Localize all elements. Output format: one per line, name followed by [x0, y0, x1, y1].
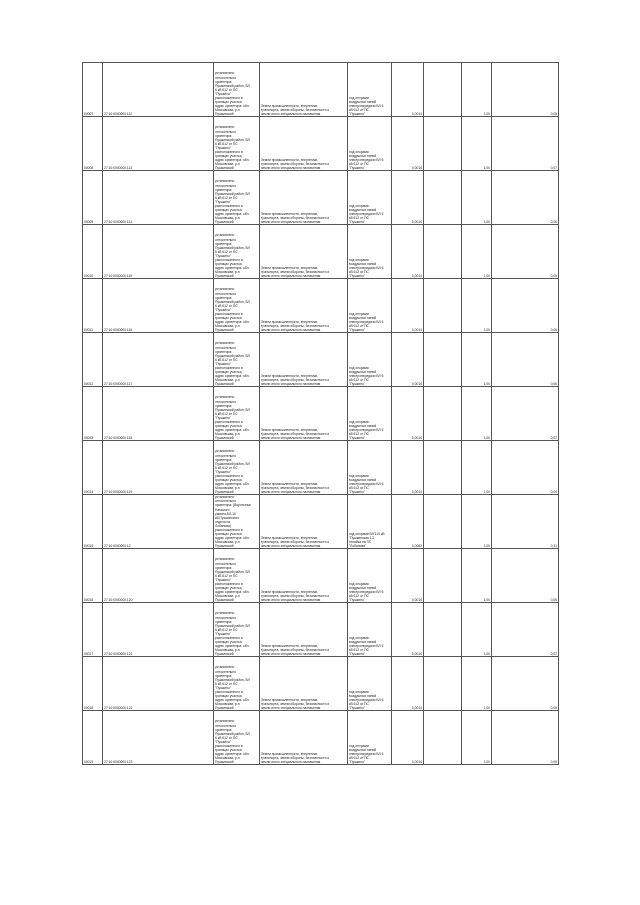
coefficient-cell [462, 279, 492, 333]
cadastral-number-text: 27:10:0000000:112 [104, 111, 133, 116]
cadastral-number-cell [103, 333, 214, 387]
record-number-text: 00013 [84, 435, 94, 440]
land-category-text: Земли промышленности, энергетики, транспорта, земли обороны, безопасности и земли иного специального назначения [261, 265, 330, 278]
document-page [82, 62, 558, 765]
land-category-text: Земли промышленности, энергетики, транспорта, земли обороны, безопасности и земли иного специального назначения [261, 211, 330, 224]
record-number-cell [83, 333, 103, 387]
area-cell [392, 657, 424, 711]
cadastral-number-text: 27:10:0000000:120 [104, 597, 133, 602]
table-row [83, 63, 559, 117]
empty-cell [424, 441, 462, 495]
total-cell [492, 117, 559, 171]
location-text: установлено относительно ориентира: Пушкинский район, ВЛ 6 кВ 612 от ПС "Пушкино" расположенного в границах участка адрес ориентира: обл. Московская, р-н Пушкинский [215, 611, 250, 656]
location-text: установлено относительно ориентира: Пушкинский район, ВЛ 6 кВ 612 от ПС "Пушкино" расположенного в границах участка адрес ориентира: обл. Московская, р-н Пушкинский [215, 665, 250, 710]
permitted-use-text: под опорами ВЛ 110 кВ "Пушкинская 1,2 отпайка на ПС "Лобанова" [349, 531, 385, 548]
permitted-use-text: под опорами воздушных линий электропередачи ВЛ 6 кВ 612 от ПС "Пушкино" [349, 581, 384, 602]
empty-cell [424, 387, 462, 441]
permitted-use-cell [348, 711, 392, 765]
area-cell [392, 63, 424, 117]
location-text: установлено относительно ориентира: Пушкинский район, ВЛ 6 кВ 612 от ПС "Пушкино" расположенного в границах участка адрес ориентира: обл. Московская, р-н Пушкинский [215, 125, 250, 170]
empty-cell [424, 333, 462, 387]
land-category-text: Земли промышленности, энергетики, транспорта, земли обороны, безопасности и земли иного специального назначения [261, 643, 330, 656]
coefficient-text: 1,00 [483, 219, 490, 224]
location-text: установлено относительно ориентира: Пушкинский район, ВЛ 6 кВ 612 от ПС "Пушкино" расположенного в границах участка адрес ориентира: обл. Московская, р-н Пушкинский [215, 557, 250, 602]
total-text: 0,05 [550, 759, 557, 764]
location-text: установлено относительно ориентира: Пушкинский район, ВЛ 6 кВ 612 от ПС "Пушкино" расположенного в границах участка адрес ориентира: обл. Московская, р-н Пушкинский [215, 179, 250, 224]
cadastral-number-text: 27:10:0000000:116 [104, 327, 133, 332]
land-category-text: Земли промышленности, энергетики, транспорта, земли обороны, безопасности и земли иного специального назначения [261, 481, 330, 494]
land-category-text: Земли промышленности, энергетики, транспорта, земли обороны, безопасности и земли иного специального назначения [261, 319, 330, 332]
coefficient-text: 1,00 [483, 651, 490, 656]
empty-cell [424, 549, 462, 603]
table-row [83, 603, 559, 657]
total-text: 0,07 [550, 165, 557, 170]
total-text: 0,06 [550, 381, 557, 386]
area-text: 0,0014 [411, 759, 422, 764]
location-text: установлено относительно ориентира: Пушкинский район, ВЛ 6 кВ 612 от ПС "Пушкино" расположенного в границах участка адрес ориентира: обл. Московская, р-н Пушкинский [215, 719, 250, 764]
table-row [83, 495, 559, 549]
area-cell [392, 333, 424, 387]
location-cell [214, 117, 260, 171]
location-cell [214, 225, 260, 279]
area-cell [392, 711, 424, 765]
table-row [83, 657, 559, 711]
total-cell [492, 711, 559, 765]
total-cell [492, 603, 559, 657]
record-number-text: 00014 [84, 489, 94, 494]
total-text: 0,31 [550, 543, 557, 548]
land-category-cell [260, 171, 348, 225]
land-category-text: Земли промышленности, энергетики, транспорта, земли обороны, безопасности и земли иного специального назначения [261, 103, 330, 116]
coefficient-cell [462, 657, 492, 711]
cadastral-number-text: 27:10:0000000:123 [104, 759, 133, 764]
coefficient-cell [462, 711, 492, 765]
total-text: 0,07 [550, 651, 557, 656]
land-category-text: Земли промышленности, энергетики, транспорта, земли обороны, безопасности и земли иного специального назначения [261, 427, 330, 440]
table-row [83, 171, 559, 225]
permitted-use-cell [348, 387, 392, 441]
location-text: установлено относительно ориентира: Пушкинский район, ВЛ 6 кВ 612 от ПС "Пушкино" расположенного в границах участка адрес ориентира: обл. Московская, р-н Пушкинский [215, 449, 250, 494]
location-text: установлено относительно ориентира: Пушкинский район, ВЛ 6 кВ 612 от ПС "Пушкино" расположенного в границах участка адрес ориентира: обл. Московская, р-н Пушкинский [215, 341, 250, 386]
land-category-cell [260, 333, 348, 387]
table-row [83, 117, 559, 171]
cadastral-number-cell [103, 63, 214, 117]
total-text: 0,05 [550, 111, 557, 116]
land-category-cell [260, 441, 348, 495]
total-cell [492, 549, 559, 603]
location-cell [214, 63, 260, 117]
coefficient-text: 1,00 [483, 489, 490, 494]
area-cell [392, 549, 424, 603]
empty-cell [424, 225, 462, 279]
permitted-use-text: под опорами воздушных линий электропередачи ВЛ 6 кВ 612 от ПС "Пушкино" [349, 743, 384, 764]
cadastral-number-cell [103, 657, 214, 711]
record-number-cell [83, 603, 103, 657]
permitted-use-text: под опорами воздушных линий электропередачи ВЛ 6 кВ 612 от ПС "Пушкино" [349, 203, 384, 224]
total-text: 0,07 [550, 435, 557, 440]
permitted-use-cell [348, 441, 392, 495]
total-text: 0,06 [550, 327, 557, 332]
permitted-use-text: под опорами воздушных линий электропередачи ВЛ 6 кВ 612 от ПС "Пушкино" [349, 689, 384, 710]
record-number-cell [83, 387, 103, 441]
cadastral-number-cell [103, 225, 214, 279]
table-row [83, 711, 559, 765]
permitted-use-text: под опорами воздушных линий электропередачи ВЛ 6 кВ 612 от ПС "Пушкино" [349, 149, 384, 170]
land-category-cell [260, 711, 348, 765]
location-text: установлено относительно ориентира: Пушкинский район, ВЛ 6 кВ 612 от ПС "Пушкино" расположенного в границах участка адрес ориентира: обл. Московская, р-н Пушкинский [215, 71, 250, 116]
table-row [83, 279, 559, 333]
coefficient-cell [462, 387, 492, 441]
record-number-cell [83, 171, 103, 225]
coefficient-cell [462, 117, 492, 171]
permitted-use-cell [348, 657, 392, 711]
total-cell [492, 441, 559, 495]
land-category-cell [260, 603, 348, 657]
coefficient-cell [462, 495, 492, 549]
total-text: 0,05 [550, 273, 557, 278]
total-cell [492, 171, 559, 225]
land-category-cell [260, 63, 348, 117]
area-cell [392, 603, 424, 657]
cadastral-number-text: 27:10:0000000:122 [104, 705, 133, 710]
permitted-use-cell [348, 603, 392, 657]
permitted-use-cell [348, 549, 392, 603]
area-text: 0,0014 [411, 489, 422, 494]
cadastral-number-cell [103, 603, 214, 657]
permitted-use-text: под опорами воздушных линий электропередачи ВЛ 6 кВ 612 от ПС "Пушкино" [349, 365, 384, 386]
total-cell [492, 387, 559, 441]
empty-cell [424, 495, 462, 549]
cadastral-number-cell [103, 279, 214, 333]
record-number-text: 00016 [84, 597, 94, 602]
table-row [83, 387, 559, 441]
permitted-use-cell [348, 225, 392, 279]
record-number-cell [83, 711, 103, 765]
total-text: 0,05 [550, 597, 557, 602]
record-number-text: 00011 [84, 327, 93, 332]
cadastral-number-cell [103, 549, 214, 603]
location-cell [214, 711, 260, 765]
coefficient-cell [462, 549, 492, 603]
cadastral-number-cell [103, 171, 214, 225]
permitted-use-text: под опорами воздушных линий электропередачи ВЛ 6 кВ 612 от ПС "Пушкино" [349, 635, 384, 656]
total-cell [492, 63, 559, 117]
land-category-text: Земли промышленности, энергетики, транспорта, земли обороны, безопасности и земли иного специального назначения [261, 535, 330, 548]
cadastral-number-text: 27:10:0000000:115 [104, 273, 133, 278]
cadastral-number-cell [103, 441, 214, 495]
coefficient-text: 1,00 [483, 111, 490, 116]
cadastral-number-text: 27:10:0000000:119 [104, 489, 133, 494]
coefficient-text: 1,00 [483, 165, 490, 170]
cadastral-number-cell [103, 117, 214, 171]
location-cell [214, 603, 260, 657]
permitted-use-cell [348, 63, 392, 117]
coefficient-cell [462, 171, 492, 225]
coefficient-text: 1,00 [483, 543, 490, 548]
cadastral-number-cell [103, 711, 214, 765]
coefficient-text: 1,00 [483, 705, 490, 710]
coefficient-text: 1,00 [483, 597, 490, 602]
table-body [83, 63, 559, 765]
land-category-text: Земли промышленности, энергетики, транспорта, земли обороны, безопасности и земли иного специального назначения [261, 751, 330, 764]
land-category-text: Земли промышленности, энергетики, транспорта, земли обороны, безопасности и земли иного специального назначения [261, 157, 330, 170]
record-number-text: 00019 [84, 759, 94, 764]
land-category-cell [260, 387, 348, 441]
coefficient-text: 1,00 [483, 327, 490, 332]
land-category-text: Земли промышленности, энергетики, транспорта, земли обороны, безопасности и земли иного специального назначения [261, 589, 330, 602]
land-category-cell [260, 279, 348, 333]
location-text: установлено относительно ориентира: Пушкинский район, ВЛ 6 кВ 612 от ПС "Пушкино" расположенного в границах участка адрес ориентира: обл. Московская, р-н Пушкинский [215, 233, 250, 278]
record-number-cell [83, 225, 103, 279]
record-number-cell [83, 495, 103, 549]
record-number-text: 00007 [84, 111, 94, 116]
permitted-use-cell [348, 171, 392, 225]
area-text: 0,0014 [411, 273, 422, 278]
land-parcels-table [82, 62, 559, 765]
coefficient-text: 1,00 [483, 759, 490, 764]
empty-cell [424, 171, 462, 225]
empty-cell [424, 603, 462, 657]
coefficient-cell [462, 63, 492, 117]
area-text: 0,0014 [411, 705, 422, 710]
area-text: 0,0014 [411, 327, 422, 332]
record-number-cell [83, 657, 103, 711]
cadastral-number-cell [103, 495, 214, 549]
cadastral-number-text: 27:10:0000000:118 [104, 435, 133, 440]
permitted-use-text: под опорами воздушных линий электропередачи ВЛ 6 кВ 612 от ПС "Пушкино" [349, 473, 384, 494]
total-text: 0,06 [550, 219, 557, 224]
coefficient-cell [462, 603, 492, 657]
total-text: 0,04 [550, 489, 557, 494]
permitted-use-text: под опорами воздушных линий электропередачи ВЛ 6 кВ 612 от ПС "Пушкино" [349, 95, 384, 116]
record-number-text: 00010 [84, 273, 94, 278]
area-text: 0,0014 [411, 651, 422, 656]
cadastral-number-text: 27:10:0000000:117 [104, 381, 133, 386]
area-text: 0,0014 [411, 165, 422, 170]
area-text: 0,0014 [411, 111, 422, 116]
area-text: 0,0082 [411, 543, 422, 548]
cadastral-number-text: 27:10:0000000:113 [104, 165, 133, 170]
land-category-cell [260, 657, 348, 711]
record-number-cell [83, 63, 103, 117]
location-cell [214, 549, 260, 603]
empty-cell [424, 117, 462, 171]
record-number-cell [83, 549, 103, 603]
area-text: 0,0014 [411, 381, 422, 386]
coefficient-text: 1,00 [483, 273, 490, 278]
coefficient-text: 1,00 [483, 435, 490, 440]
total-cell [492, 495, 559, 549]
cadastral-number-cell [103, 387, 214, 441]
location-text: установлено относительно ориентира: Пушкинский район, ВЛ 6 кВ 612 от ПС "Пушкино" расположенного в границах участка адрес ориентира: обл. Московская, р-н Пушкинский [215, 395, 250, 440]
total-cell [492, 279, 559, 333]
coefficient-text: 1,00 [483, 381, 490, 386]
land-category-text: Земли промышленности, энергетики, транспорта, земли обороны, безопасности и земли иного специального назначения [261, 373, 330, 386]
location-cell [214, 171, 260, 225]
total-cell [492, 657, 559, 711]
land-category-cell [260, 225, 348, 279]
location-cell [214, 333, 260, 387]
location-cell [214, 441, 260, 495]
record-number-text: 00017 [84, 651, 94, 656]
area-text: 0,0014 [411, 435, 422, 440]
land-category-cell [260, 117, 348, 171]
record-number-cell [83, 117, 103, 171]
area-text: 0,0014 [411, 597, 422, 602]
location-text: установлено относительно ориентира: Пушкинский район, ВЛ 6 кВ 612 от ПС "Пушкино" расположенного в границах участка адрес ориентира: обл. Московская, р-н Пушкинский [215, 287, 250, 332]
record-number-text: 00018 [84, 705, 94, 710]
total-cell [492, 333, 559, 387]
table-row [83, 441, 559, 495]
permitted-use-cell [348, 495, 392, 549]
total-cell [492, 225, 559, 279]
permitted-use-cell [348, 333, 392, 387]
empty-cell [424, 63, 462, 117]
location-cell [214, 387, 260, 441]
record-number-cell [83, 441, 103, 495]
area-cell [392, 279, 424, 333]
cadastral-number-text: 27:10:0000000:12 [104, 543, 131, 548]
record-number-text: 00012 [84, 381, 94, 386]
area-cell [392, 495, 424, 549]
cadastral-number-text: 27:10:0000000:121 [104, 651, 133, 656]
table-row [83, 225, 559, 279]
table-row [83, 549, 559, 603]
empty-cell [424, 711, 462, 765]
area-cell [392, 171, 424, 225]
record-number-text: 00008 [84, 165, 94, 170]
land-category-cell [260, 549, 348, 603]
coefficient-cell [462, 441, 492, 495]
record-number-text: 00009 [84, 219, 94, 224]
area-cell [392, 441, 424, 495]
permitted-use-text: под опорами воздушных линий электропередачи ВЛ 6 кВ 612 от ПС "Пушкино" [349, 419, 384, 440]
cadastral-number-text: 27:10:0000000:114 [104, 219, 133, 224]
empty-cell [424, 657, 462, 711]
empty-cell [424, 279, 462, 333]
location-cell [214, 657, 260, 711]
record-number-text: 00015 [84, 543, 94, 548]
land-category-cell [260, 495, 348, 549]
permitted-use-cell [348, 279, 392, 333]
location-cell [214, 279, 260, 333]
area-text: 0,0014 [411, 219, 422, 224]
area-cell [392, 117, 424, 171]
area-cell [392, 225, 424, 279]
land-category-text: Земли промышленности, энергетики, транспорта, земли обороны, безопасности и земли иного специального назначения [261, 697, 330, 710]
coefficient-cell [462, 333, 492, 387]
area-cell [392, 387, 424, 441]
record-number-cell [83, 279, 103, 333]
permitted-use-cell [348, 117, 392, 171]
permitted-use-text: под опорами воздушных линий электропередачи ВЛ 6 кВ 612 от ПС "Пушкино" [349, 311, 384, 332]
location-text: установлено относительно ориентира: (Воротынки Намского раиона,БЛ-10 кВ,Пушкинского отдела на Лобанова) расположенного в границах участка адрес ориентира: обл. Московская, р-н Пушкинский [215, 495, 251, 548]
permitted-use-text: под опорами воздушных линий электропередачи ВЛ 6 кВ 612 от ПС "Пушкино" [349, 257, 384, 278]
coefficient-cell [462, 225, 492, 279]
table-row [83, 333, 559, 387]
total-text: 0,06 [550, 705, 557, 710]
location-cell [214, 495, 260, 549]
